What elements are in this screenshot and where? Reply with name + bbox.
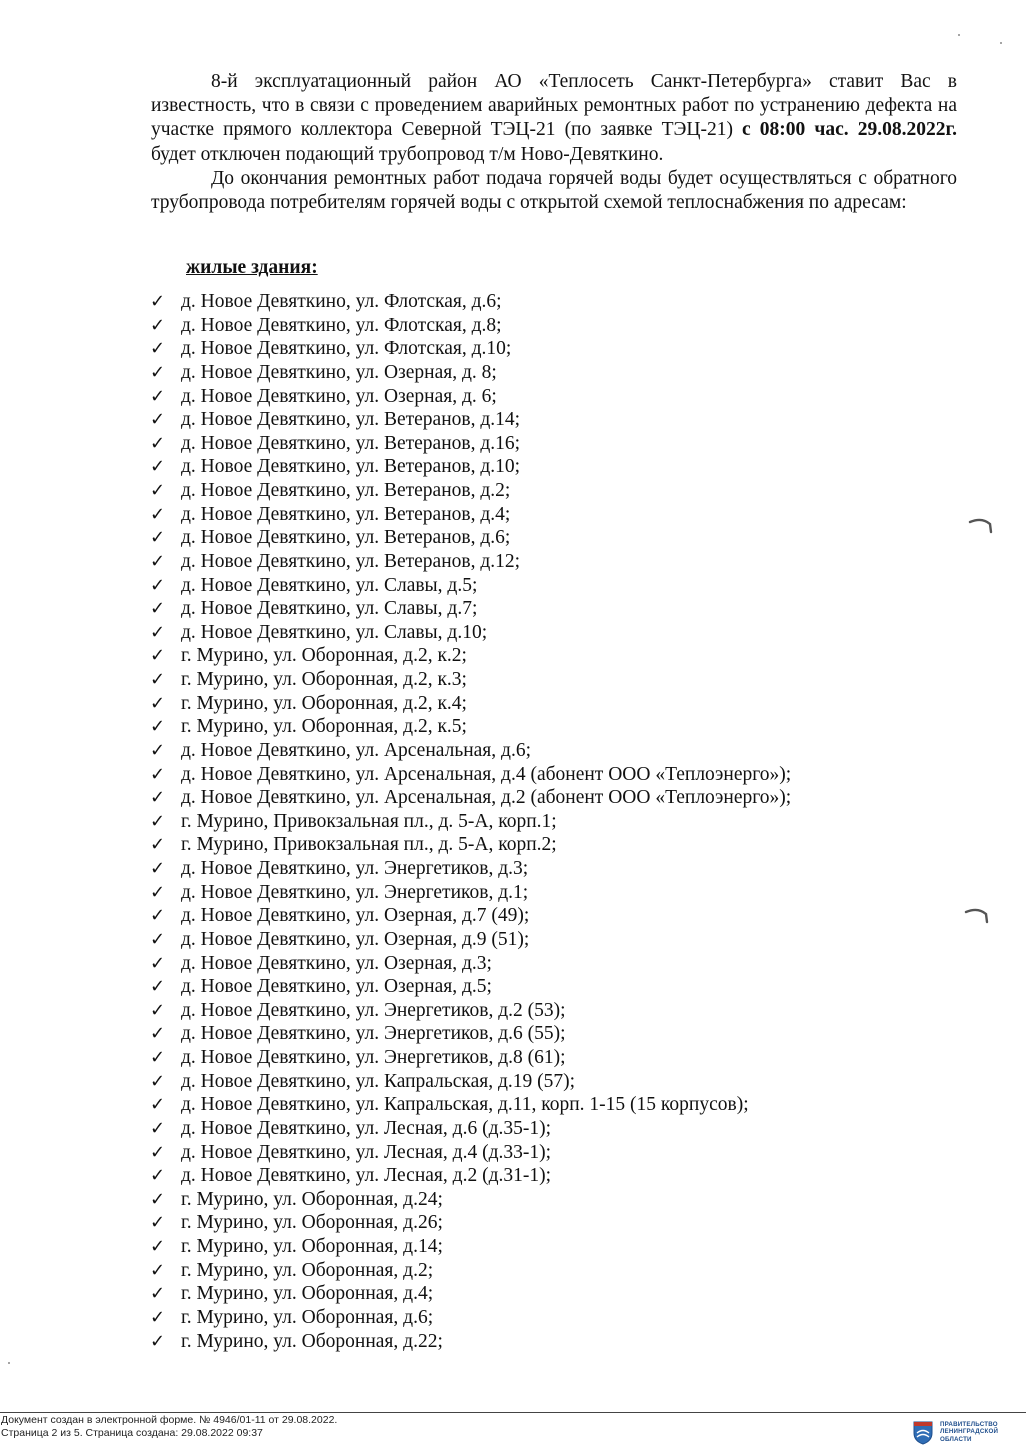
footer-divider (0, 1412, 1026, 1413)
list-item (150, 739, 791, 763)
list-item (150, 550, 791, 574)
checkmark-icon: ✓ (150, 621, 166, 643)
address-text: д. Новое Девяткино, ул. Энергетиков, д.3; (181, 858, 529, 879)
address-text: г. Мурино, ул. Оборонная, д.4; (181, 1283, 434, 1305)
staple-mark-icon (964, 906, 990, 926)
checkmark-icon: ✓ (150, 409, 166, 431)
address-text: д. Новое Девяткино, ул. Озерная, д.5; (181, 976, 492, 998)
address-text: д. Новое Девяткино, ул. Арсенальная, д.2 (абонент ООО «Теплоэнерго»); (181, 787, 792, 809)
address-text: д. Новое Девяткино, ул. Арсенальная, д.4 (абонент ООО «Теплоэнерго»); (181, 763, 792, 785)
list-item (150, 810, 791, 834)
address-text: д. Новое Девяткино, ул. Энергетиков, д.1; (181, 881, 529, 903)
intro-p1-date: с 08:00 час. 29.08.2022г. (742, 119, 958, 141)
list-item (150, 290, 791, 314)
list-item (150, 928, 791, 952)
address-text: д. Новое Девяткино, ул. Энергетиков, д.8 (61); (181, 1047, 566, 1068)
checkmark-icon: ✓ (150, 905, 166, 927)
list-item (150, 1046, 791, 1070)
intro-paragraph-2: До окончания ремонтных работ подача горячей воды будет осуществляться с обратного трубопровода потребителям горячей воды с открытой схемой теплоснабжения по адресам: (151, 167, 957, 214)
list-item (150, 314, 791, 338)
section-title: жилые здания: (186, 257, 318, 278)
intro-paragraph-1 (151, 70, 957, 167)
list-item (150, 1282, 791, 1306)
address-text: д. Новое Девяткино, ул. Флотская, д.6; (181, 291, 502, 312)
address-text: д. Новое Девяткино, ул. Капральская, д.19 (57); (181, 1070, 576, 1092)
address-text: д. Новое Девяткино, ул. Славы, д.10; (181, 621, 488, 643)
list-item (150, 952, 791, 976)
checkmark-icon: ✓ (150, 999, 166, 1021)
logo-line-1: ПРАВИТЕЛЬСТВО (940, 1420, 998, 1428)
list-item (150, 833, 791, 857)
checkmark-icon: ✓ (150, 338, 166, 360)
address-text: г. Мурино, ул. Оборонная, д.24; (181, 1188, 443, 1210)
checkmark-icon: ✓ (150, 692, 166, 714)
checkmark-icon: ✓ (150, 1306, 166, 1328)
list-item (150, 385, 791, 409)
list-item (150, 597, 791, 621)
list-item (150, 479, 791, 503)
list-item (150, 574, 791, 598)
checkmark-icon: ✓ (150, 1236, 166, 1257)
logo-line-2: ЛЕНИНГРАДСКОЙ (940, 1428, 999, 1436)
checkmark-icon: ✓ (150, 1094, 166, 1116)
address-text: д. Новое Девяткино, ул. Лесная, д.6 (д.35-1); (181, 1117, 552, 1139)
checkmark-icon: ✓ (150, 291, 166, 312)
address-text: г. Мурино, ул. Оборонная, д.2, к.5; (181, 716, 467, 738)
list-item (150, 786, 791, 810)
address-text: д. Новое Девяткино, ул. Ветеранов, д.4; (181, 503, 511, 525)
address-text: г. Мурино, ул. Оборонная, д.2, к.4; (181, 692, 467, 714)
list-item (150, 1070, 791, 1094)
checkmark-icon: ✓ (150, 1023, 166, 1045)
list-item (150, 1259, 791, 1283)
checkmark-icon: ✓ (150, 787, 166, 809)
checkmark-icon: ✓ (150, 1070, 166, 1092)
checkmark-icon: ✓ (150, 1047, 166, 1068)
checkmark-icon: ✓ (150, 550, 166, 572)
address-text: г. Мурино, Привокзальная пл., д. 5-А, корп.1; (181, 810, 557, 832)
checkmark-icon: ✓ (150, 952, 166, 974)
footer-line-page: Страница 2 из 5. Страница создана: 29.08.2022 09:37 (1, 1427, 263, 1439)
checkmark-icon: ✓ (150, 1188, 166, 1210)
list-item (150, 1306, 791, 1330)
list-item (150, 432, 791, 456)
list-item (150, 857, 791, 881)
address-text: д. Новое Девяткино, ул. Капральская, д.11, корп. 1-15 (15 корпусов); (181, 1094, 749, 1116)
checkmark-icon: ✓ (150, 928, 166, 950)
checkmark-icon: ✓ (150, 1117, 166, 1139)
checkmark-icon: ✓ (150, 527, 166, 549)
logo-text (940, 1421, 998, 1444)
address-text: г. Мурино, Привокзальная пл., д. 5-А, корп.2; (181, 834, 557, 856)
logo-line-3: ОБЛАСТИ (940, 1435, 972, 1443)
checkmark-icon: ✓ (150, 574, 166, 596)
staple-mark-icon (968, 516, 994, 536)
checkmark-icon: ✓ (150, 739, 166, 761)
government-logo (912, 1418, 1022, 1446)
list-item (150, 455, 791, 479)
intro-p1-end: будет отключен подающий трубопровод т/м Ново-Девяткино. (151, 143, 664, 165)
checkmark-icon: ✓ (150, 669, 166, 690)
address-text: д. Новое Девяткино, ул. Озерная, д.9 (51); (181, 928, 530, 950)
checkmark-icon: ✓ (150, 480, 166, 501)
list-item (150, 1141, 791, 1165)
address-text: д. Новое Девяткино, ул. Энергетиков, д.6 (55); (181, 1023, 566, 1045)
list-item (150, 503, 791, 527)
intro-text (151, 70, 957, 215)
list-item (150, 621, 791, 645)
list-item (150, 1117, 791, 1141)
list-item (150, 763, 791, 787)
list-item (150, 1022, 791, 1046)
list-item (150, 644, 791, 668)
footer-info (1, 1414, 337, 1440)
list-item (150, 337, 791, 361)
checkmark-icon: ✓ (150, 645, 166, 667)
checkmark-icon: ✓ (150, 858, 166, 879)
address-text: д. Новое Девяткино, ул. Ветеранов, д.14; (181, 409, 521, 431)
address-text: д. Новое Девяткино, ул. Флотская, д.8; (181, 314, 502, 336)
list-item (150, 526, 791, 550)
list-item (150, 1211, 791, 1235)
list-item (150, 1188, 791, 1212)
address-text: д. Новое Девяткино, ул. Ветеранов, д.12; (181, 550, 521, 572)
checkmark-icon: ✓ (150, 881, 166, 903)
address-text: г. Мурино, ул. Оборонная, д.2, к.3; (181, 669, 467, 690)
checkmark-icon: ✓ (150, 1330, 166, 1352)
checkmark-icon: ✓ (150, 432, 166, 454)
checkmark-icon: ✓ (150, 314, 166, 336)
address-text: д. Новое Девяткино, ул. Озерная, д. 6; (181, 385, 497, 407)
address-text: д. Новое Девяткино, ул. Флотская, д.10; (181, 338, 512, 360)
checkmark-icon: ✓ (150, 810, 166, 832)
address-text: г. Мурино, ул. Оборонная, д.22; (181, 1330, 443, 1352)
address-text: д. Новое Девяткино, ул. Славы, д.5; (181, 574, 478, 596)
address-text: д. Новое Девяткино, ул. Ветеранов, д.6; (181, 527, 511, 549)
coat-of-arms-icon (912, 1419, 934, 1445)
address-text: г. Мурино, ул. Оборонная, д.2; (181, 1259, 434, 1281)
list-item (150, 408, 791, 432)
scan-speck (958, 34, 960, 36)
address-text: д. Новое Девяткино, ул. Лесная, д.2 (д.31-1); (181, 1165, 552, 1187)
address-text: д. Новое Девяткино, ул. Славы, д.7; (181, 598, 478, 620)
scan-speck (8, 1362, 10, 1364)
checkmark-icon: ✓ (150, 834, 166, 856)
address-text: д. Новое Девяткино, ул. Ветеранов, д.10; (181, 456, 521, 478)
address-text: д. Новое Девяткино, ул. Озерная, д.3; (181, 952, 492, 974)
list-item (150, 1235, 791, 1259)
address-text: д. Новое Девяткино, ул. Лесная, д.4 (д.33-1); (181, 1141, 552, 1163)
checkmark-icon: ✓ (150, 763, 166, 785)
address-text: д. Новое Девяткино, ул. Ветеранов, д.16; (181, 432, 521, 454)
checkmark-icon: ✓ (150, 1283, 166, 1305)
list-item (150, 975, 791, 999)
checkmark-icon: ✓ (150, 1141, 166, 1163)
checkmark-icon: ✓ (150, 503, 166, 525)
address-text: д. Новое Девяткино, ул. Энергетиков, д.2 (53); (181, 999, 566, 1021)
address-text: д. Новое Девяткино, ул. Озерная, д. 8; (181, 361, 497, 383)
address-text: г. Мурино, ул. Оборонная, д.2, к.2; (181, 645, 467, 667)
address-text: д. Новое Девяткино, ул. Арсенальная, д.6; (181, 739, 531, 761)
checkmark-icon: ✓ (150, 1259, 166, 1281)
scan-speck (1000, 42, 1002, 44)
checkmark-icon: ✓ (150, 1165, 166, 1187)
list-item (150, 999, 791, 1023)
address-text: д. Новое Девяткино, ул. Ветеранов, д.2; (181, 480, 511, 501)
list-item (150, 361, 791, 385)
checkmark-icon: ✓ (150, 716, 166, 738)
footer-line-document: Документ создан в электронной форме. № 4946/01-11 от 29.08.2022. (1, 1414, 338, 1426)
checkmark-icon: ✓ (150, 456, 166, 478)
list-item (150, 1164, 791, 1188)
list-item (150, 881, 791, 905)
address-text: г. Мурино, ул. Оборонная, д.6; (181, 1306, 434, 1328)
address-text: д. Новое Девяткино, ул. Озерная, д.7 (49); (181, 905, 530, 927)
address-list (150, 290, 791, 1353)
list-item (150, 668, 791, 692)
list-item (150, 904, 791, 928)
list-item (150, 1330, 791, 1354)
checkmark-icon: ✓ (150, 598, 166, 620)
list-item (150, 715, 791, 739)
checkmark-icon: ✓ (150, 1212, 166, 1234)
address-text: г. Мурино, ул. Оборонная, д.14; (181, 1236, 443, 1257)
checkmark-icon: ✓ (150, 361, 166, 383)
checkmark-icon: ✓ (150, 976, 166, 998)
list-item (150, 692, 791, 716)
checkmark-icon: ✓ (150, 385, 166, 407)
address-text: г. Мурино, ул. Оборонная, д.26; (181, 1212, 443, 1234)
intro-p1-start: 8-й эксплуатационный район АО «Теплосеть Санкт-Петербурга» ставит Вас в известность, что в связи с проведением аварийных ремонтных работ по устранению дефекта на участке прямого коллектора Северной ТЭЦ-21 (по заявке ТЭЦ-21) (151, 71, 957, 141)
list-item (150, 1093, 791, 1117)
